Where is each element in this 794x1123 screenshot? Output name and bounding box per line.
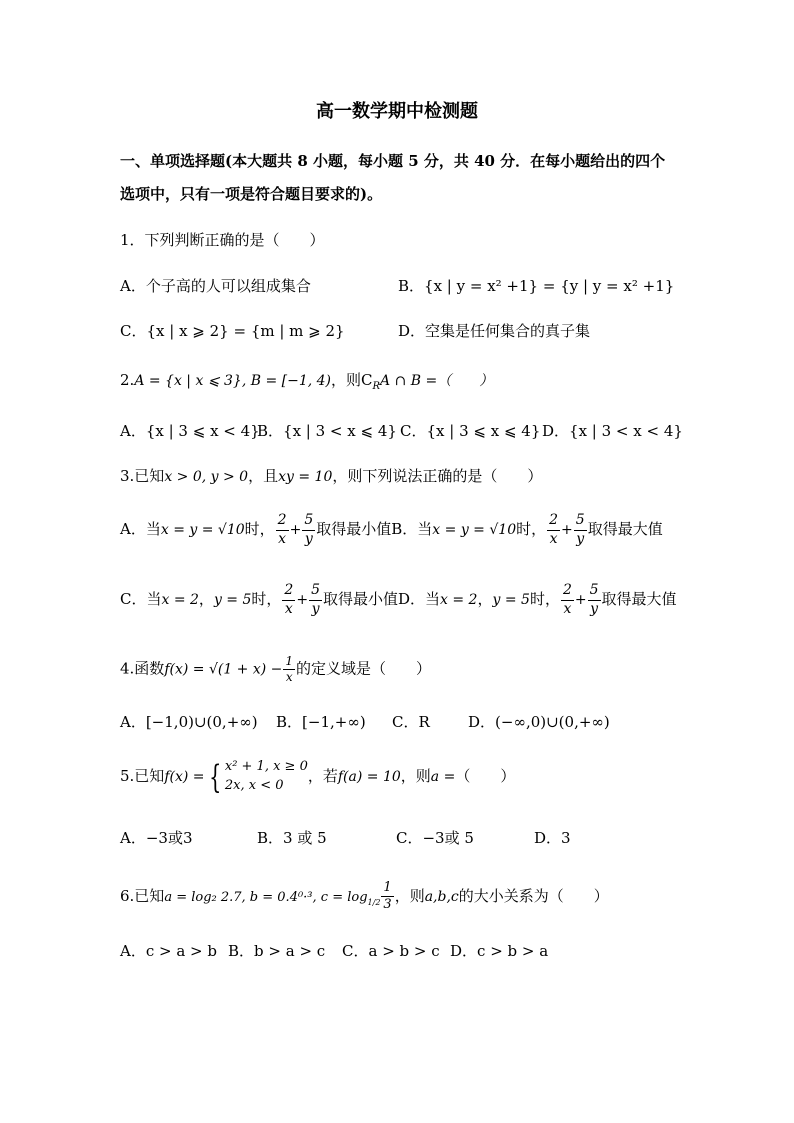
- piecewise-brace: { x² + 1, x ≥ 0 2x, x < 0: [208, 757, 308, 796]
- question-2-option-a: A．{x | 3 ⩽ x < 4}: [120, 422, 260, 440]
- question-6-log-base: 1/2: [367, 897, 381, 907]
- fraction-1-over-x: $\frac{1}{x}$: [285, 654, 294, 684]
- question-2-complement: ，则C: [331, 371, 373, 389]
- question-2-option-d: D．{x | 3 < x < 4}: [542, 422, 683, 440]
- question-4-option-d: D．(−∞,0)∪(0,+∞): [468, 713, 610, 731]
- question-2-option-b: B．{x | 3 < x ⩽ 4}: [257, 422, 397, 440]
- question-4-function: f(x) = √(1 + x) −: [164, 661, 283, 678]
- fraction-5-over-y: $\frac{5}{y}$: [304, 512, 314, 547]
- question-2-number: 2.: [120, 371, 135, 389]
- fraction-5-over-y: $\frac{5}{y}$: [589, 582, 599, 617]
- question-3-intro: 3.已知: [120, 467, 165, 485]
- fraction-5-over-y: $\frac{5}{y}$: [311, 582, 320, 617]
- question-4-stem: 4.函数f(x) = √(1 + x) − $\frac{1}{x}$ 的定义域是（ ）: [120, 654, 432, 684]
- question-5-option-d: D．3: [534, 829, 571, 847]
- fraction-5-over-y: $\frac{5}{y}$: [575, 512, 585, 547]
- question-2-sets: A = {x | x ⩽ 3}, B = [−1, 4): [134, 373, 332, 389]
- question-5-option-a: A．−3或3: [120, 829, 193, 847]
- question-6-definitions: a = log₂ 2.7, b = 0.4⁰·³, c = log: [164, 889, 368, 905]
- question-3-product: xy = 10: [278, 469, 333, 485]
- question-5-stem: 5.已知f(x) = { x² + 1, x ≥ 0 2x, x < 0 ，若f(a) = 10，则a =（ ）: [120, 757, 516, 796]
- fraction-2-over-x: $\frac{2}{x}$: [277, 512, 287, 547]
- question-6-stem: 6.已知a = log₂ 2.7, b = 0.4⁰·³, $c = \log_{1/2}$ $\frac{1}{3}$ ，则a,b,c的大小关系为（ ）: [120, 880, 609, 913]
- question-2-stem: [120, 369, 493, 392]
- fraction-2-over-x: $\frac{2}{x}$: [284, 582, 294, 617]
- question-3-prompt: ，则下列说法正确的是（ ）: [332, 467, 543, 485]
- question-5-function: f(x) =: [164, 768, 205, 785]
- section-header-line2: 选项中，只有一项是符合题目要求的)。: [120, 185, 383, 203]
- question-5-option-b: B．3 或 5: [257, 829, 327, 847]
- question-6-option-a: A．c > a > b: [120, 942, 217, 960]
- question-3-option-a: A．当x = y = √10时， $\frac{2}{x}$ + $\frac{5}{y}$ 取得最小值B．当x = y = √10时， $\frac{2}{x}$ + $\frac{5}{y}$ 取得最大值: [120, 512, 663, 547]
- fraction-2-over-x: $\frac{2}{x}$: [562, 582, 572, 617]
- section-header-line1: 一、单项选择题(本大题共 8 小题，每小题 5 分，共 40 分．在每小题给出的四个: [120, 152, 666, 170]
- page-title: 高一数学期中检测题: [316, 101, 478, 122]
- question-2-option-c: C．{x | 3 ⩽ x ⩽ 4}: [400, 422, 541, 440]
- question-4-option-a: A．[−1,0)∪(0,+∞): [120, 713, 258, 731]
- piecewise-case-1: x² + 1, x ≥ 0: [224, 759, 308, 774]
- question-2-subscript: R: [372, 381, 381, 392]
- question-1-option-b: B．{x | y = x² +1} = {y | y = x² +1}: [398, 277, 675, 295]
- question-4-option-b: B．[−1,+∞): [276, 713, 366, 731]
- question-5-option-c: C．−3或 5: [396, 829, 474, 847]
- question-1-stem: 1．下列判断正确的是（ ）: [120, 231, 325, 249]
- question-6-option-b: B．b > a > c: [228, 942, 326, 960]
- question-3-condition: x > 0, y > 0: [164, 469, 249, 485]
- question-1-option-c: C．{x | x ⩾ 2} = {m | m ⩾ 2}: [120, 322, 345, 340]
- question-3-and: ，且: [248, 467, 279, 485]
- question-1-option-a: A．个子高的人可以组成集合: [120, 277, 311, 295]
- question-1-option-d: D．空集是任何集合的真子集: [398, 322, 591, 340]
- question-3-option-c: C．当x = 2，y = 5时， $\frac{2}{x}$ + $\frac{5}{y}$ 取得最小值D．当x = 2，y = 5时， $\frac{2}{x}$ + $\frac{5}{y}$ 取得最大值: [120, 582, 677, 617]
- question-3-stem: [120, 465, 542, 486]
- question-4-option-c: C．R: [392, 713, 430, 731]
- question-6-option-d: D．c > b > a: [450, 942, 549, 960]
- fraction-1-over-3: $\frac{1}{3}$: [383, 880, 392, 913]
- question-2-expression: A ∩ B =（ ）: [380, 373, 494, 389]
- piecewise-case-2: 2x, x < 0: [224, 777, 284, 793]
- question-6-option-c: C．a > b > c: [342, 942, 440, 960]
- fraction-2-over-x: $\frac{2}{x}$: [549, 512, 559, 547]
